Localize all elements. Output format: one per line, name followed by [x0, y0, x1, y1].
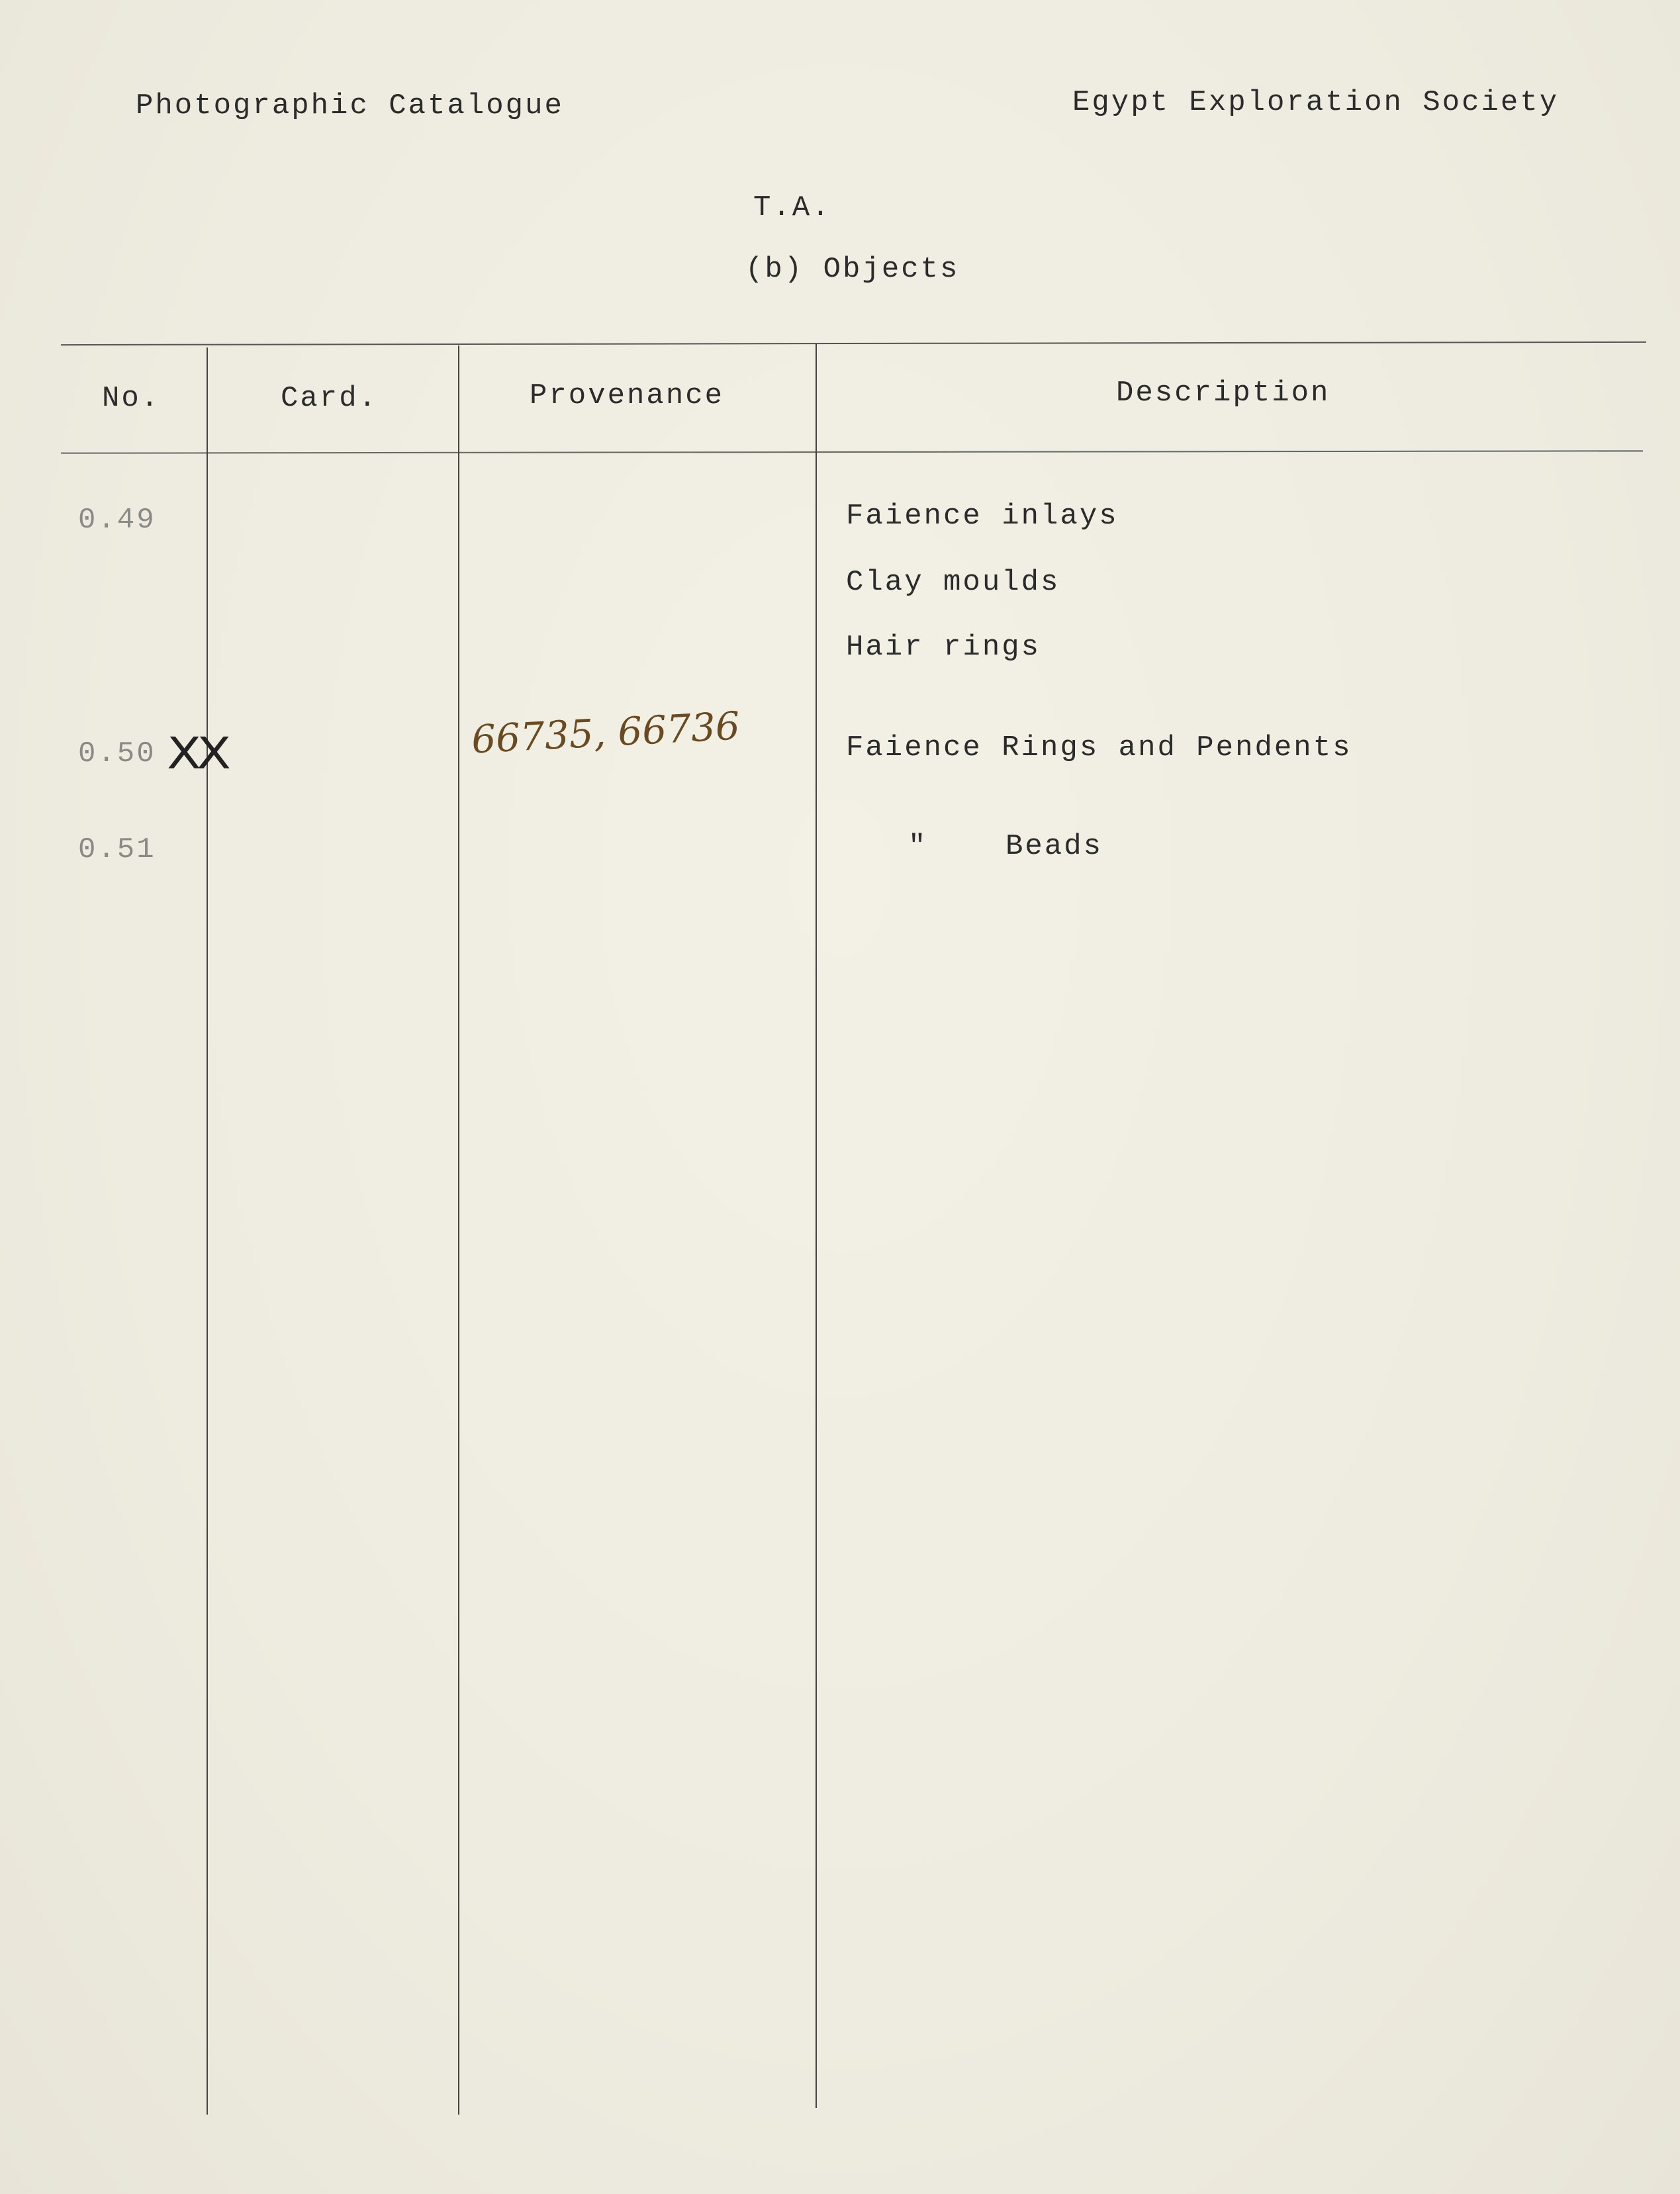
section-title: (b) Objects	[745, 253, 960, 286]
header-left-title: Photographic Catalogue	[136, 89, 564, 122]
row-number: 0.50	[78, 737, 156, 770]
description-line: Faience Rings and Pendents	[846, 731, 1352, 764]
header-right-title: Egypt Exploration Society	[1072, 86, 1560, 119]
handwritten-provenance: 66735, 66736	[470, 703, 741, 762]
column-header-no: No.	[102, 382, 161, 415]
site-code: T.A.	[753, 191, 831, 224]
description-line: Clay moulds	[846, 566, 1060, 599]
table-top-rule	[61, 342, 1646, 345]
column-divider-1	[207, 347, 208, 2115]
column-divider-3	[816, 344, 817, 2108]
column-header-description: Description	[1116, 377, 1330, 410]
description-line: " Beads	[908, 830, 1103, 863]
table-header-rule	[61, 450, 1643, 453]
description-line: Faience inlays	[846, 500, 1119, 533]
row-number: 0.51	[78, 833, 156, 866]
handwritten-card-mark: XX	[167, 728, 227, 779]
row-number: 0.49	[78, 504, 156, 537]
column-header-card: Card.	[281, 382, 379, 415]
column-divider-2	[458, 345, 459, 2115]
description-line: Hair rings	[846, 631, 1041, 664]
column-header-provenance: Provenance	[530, 379, 725, 412]
